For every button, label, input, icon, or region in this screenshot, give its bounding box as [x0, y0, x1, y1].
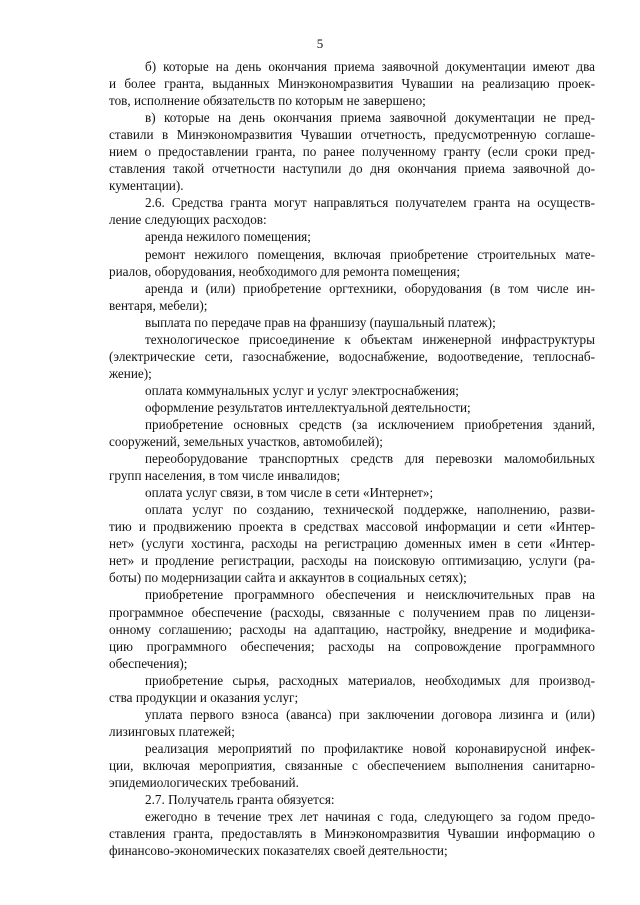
- text-line: и более гранта, выданных Минэкономразвития Чувашии на реализацию проек-: [109, 76, 595, 92]
- text-line: приобретение программного обеспечения и неисключительных прав на: [145, 587, 595, 603]
- text-line: выплата по передаче прав на франшизу (паушальный платеж);: [145, 314, 496, 330]
- text-line: тов, исполнение обязательств по которым не завершено;: [109, 93, 426, 109]
- text-line: эпидемиологических требований.: [109, 774, 299, 790]
- text-line: цию программного обеспечения; расходы на сопровождение программного: [109, 638, 595, 654]
- text-line: нием о предоставлении гранта, по ранее полученному гранту (если сроки пред-: [109, 144, 595, 160]
- text-line: аренда нежилого помещения;: [145, 229, 311, 245]
- text-line: 2.6. Средства гранта могут направляться получателем гранта на осуществ-: [145, 195, 595, 211]
- text-line: нет» (услуги хостинга, расходы на регистрацию доменных имен в сети «Интер-: [109, 536, 595, 552]
- text-line: б) которые на день окончания приема заявочной документации имеют два: [145, 59, 595, 74]
- text-line: сооружений, земельных участков, автомобилей);: [109, 434, 383, 450]
- text-line: обеспечения);: [109, 655, 188, 671]
- text-line: приобретение основных средств (за исключением приобретения зданий,: [145, 416, 595, 432]
- text-line: лизинговых платежей;: [109, 723, 235, 739]
- document-body: [109, 58, 595, 859]
- text-line: ежегодно в течение трех лет начиная с года, следующего за годом предо-: [145, 809, 595, 825]
- text-line: в) которые на день окончания приема заявочной документации не пред-: [145, 110, 595, 126]
- text-line: ства продукции и оказания услуг;: [109, 689, 299, 705]
- text-line: реализация мероприятий по профилактике новой коронавирусной инфек-: [145, 740, 595, 756]
- text-line: нет» и продление регистрации, расходы на поисковую оптимизацию, услуги (ра-: [109, 553, 595, 569]
- text-line: ставления такой отчетности наступили до дня окончания приема заявочной до-: [109, 161, 595, 177]
- text-line: аренда и (или) приобретение оргтехники, оборудования (в том числе ин-: [145, 280, 595, 296]
- text-line: программное обеспечение (расходы, связанные с получением прав по лицензи-: [109, 604, 595, 620]
- text-line: ставили в Минэкономразвития Чувашии отчетность, предусмотренную соглаше-: [109, 127, 595, 143]
- text-line: ремонт нежилого помещения, включая приобретение строительных мате-: [145, 246, 595, 262]
- page-number: 5: [316, 36, 324, 51]
- text-line: уплата первого взноса (аванса) при заключении договора лизинга и (или): [145, 706, 595, 722]
- text-line: групп населения, в том числе инвалидов;: [109, 468, 341, 484]
- text-line: оплата услуг по созданию, технической поддержке, наполнению, разви-: [145, 502, 595, 518]
- text-line: приобретение сырья, расходных материалов, необходимых для производ-: [145, 672, 595, 688]
- text-line: вентаря, мебели);: [109, 297, 208, 313]
- text-line: ставления гранта, предоставлять в Минэкономразвития Чувашии информацию о: [109, 826, 595, 842]
- text-line: ление следующих расходов:: [109, 212, 267, 228]
- text-line: кументации).: [109, 178, 184, 194]
- text-line: 2.7. Получатель гранта обязуется:: [145, 792, 335, 808]
- text-line: (электрические сети, газоснабжение, водоснабжение, водоотведение, теплоснаб-: [109, 348, 595, 364]
- text-line: онному соглашению; расходы на адаптацию, настройку, внедрение и модифика-: [109, 621, 595, 637]
- text-line: оформление результатов интеллектуальной деятельности;: [145, 399, 471, 415]
- text-line: ции, включая мероприятия, связанные с обеспечением выполнения санитарно-: [109, 757, 595, 773]
- text-line: оплата коммунальных услуг и услуг электроснабжения;: [145, 382, 459, 398]
- text-line: риалов, оборудования, необходимого для ремонта помещения;: [109, 263, 460, 279]
- text-line: оплата услуг связи, в том числе в сети «Интернет»;: [145, 485, 434, 501]
- text-line: переоборудование транспортных средств для перевозки маломобильных: [145, 451, 595, 467]
- text-line: технологическое присоединение к объектам инженерной инфраструктуры: [145, 331, 595, 347]
- text-line: финансово-экономических показателях своей деятельности;: [109, 843, 448, 859]
- text-line: тию и продвижению проекта в средствах массовой информации и сети «Интер-: [109, 519, 595, 535]
- text-line: жение);: [109, 365, 152, 381]
- text-line: боты) по модернизации сайта и аккаунтов в социальных сетях);: [109, 570, 467, 586]
